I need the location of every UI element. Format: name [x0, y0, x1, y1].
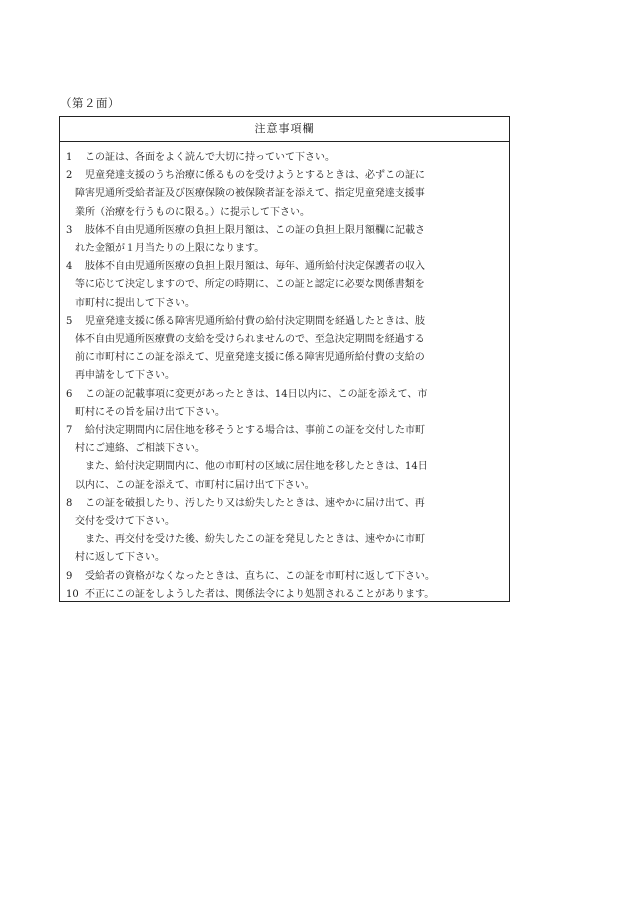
notice-item-text: 前に市町村にこの証を添えて、児童発達支援に係る障害児通所給付費の支給の — [75, 352, 425, 364]
notice-item-line — [66, 495, 506, 513]
notice-item-text: また、再交付を受けた後、紛失したこの証を発見したときは、速やかに市町 — [75, 534, 425, 546]
notice-item — [66, 586, 506, 604]
notice-item-text: 以内に、この証を添えて、市町村に届け出て下さい。 — [75, 479, 315, 491]
notice-item-line — [66, 276, 506, 294]
notice-item-line — [66, 258, 506, 276]
notice-item — [66, 167, 506, 222]
notice-item — [66, 495, 506, 568]
notice-box — [59, 116, 510, 602]
notice-item-text: 給付決定期間内に居住地を移そうとする場合は、事前この証を交付した市町 — [85, 425, 425, 437]
page-label: （第２面） — [60, 96, 120, 110]
notice-item-text: 肢体不自由児通所医療の負担上限月額は、この証の負担上限月額欄に記載さ — [85, 224, 425, 236]
notice-item-text: 等に応じて決定しますので、所定の時期に、この証と認定に必要な関係書類を — [75, 279, 425, 291]
notice-item-number: 1 — [66, 152, 73, 163]
notice-item-text: 村にご連絡、ご相談下さい。 — [75, 443, 205, 455]
notice-item-line — [66, 586, 506, 604]
notice-item-text: 市町村に提出して下さい。 — [75, 297, 195, 309]
notice-item-line — [66, 185, 506, 203]
notice-item-line — [66, 549, 506, 567]
notice-item-line — [66, 422, 506, 440]
notice-item-text: 再申請をして下さい。 — [75, 370, 175, 382]
notice-item-text: 受給者の資格がなくなったときは、直ちに、この証を市町村に返して下さい。 — [85, 570, 435, 582]
notice-item-text: 障害児通所受給者証及び医療保険の被保険者証を添えて、指定児童発達支援事 — [75, 188, 425, 200]
notice-item-line — [66, 295, 506, 313]
notice-item-text: また、給付決定期間内に、他の市町村の区域に居住地を移したときは、14日 — [75, 461, 428, 473]
notice-item — [66, 386, 506, 422]
notice-item-line — [66, 204, 506, 222]
notice-item-line — [66, 477, 506, 495]
notice-item-line — [66, 440, 506, 458]
notice-item-number: 8 — [66, 497, 73, 509]
notice-item-text: 村に返して下さい。 — [75, 552, 165, 564]
notice-item — [66, 313, 506, 386]
notice-item-number: 9 — [66, 570, 73, 582]
notice-item-number: 3 — [66, 224, 73, 236]
notice-item-line — [66, 240, 506, 258]
notice-item-text: 児童発達支援に係る障害児通所給付費の給付決定期間を経過したときは、肢 — [85, 315, 425, 327]
notice-item-number: 2 — [66, 170, 73, 182]
notice-item-text: 肢体不自由児通所医療の負担上限月額は、毎年、通所給付決定保護者の収入 — [85, 261, 425, 273]
notice-item-line — [66, 349, 506, 367]
notice-item-line — [66, 513, 506, 531]
notice-list — [60, 142, 509, 604]
notice-item-line — [66, 331, 506, 349]
notice-item-text: この証は、各面をよく読んで大切に持っていて下さい。 — [85, 152, 335, 163]
notice-item — [66, 149, 506, 167]
notice-item-number: 7 — [66, 425, 73, 437]
notice-item — [66, 568, 506, 586]
notice-item-text: 町村にその旨を届け出て下さい。 — [75, 406, 225, 418]
notice-item-text: 不正にこの証をしようした者は、関係法令により処罰されることがあります。 — [85, 588, 435, 600]
notice-item — [66, 258, 506, 313]
notice-item-line — [66, 149, 506, 167]
notice-item-number: 6 — [66, 388, 73, 400]
notice-item-line — [66, 367, 506, 385]
notice-item-line — [66, 167, 506, 185]
notice-item — [66, 222, 506, 258]
notice-item-line — [66, 568, 506, 586]
notice-title: 注意事項欄 — [60, 117, 509, 142]
notice-item-line — [66, 458, 506, 476]
notice-item-text: 体不自由児通所医療費の支給を受けられませんので、至急決定期間を経過する — [75, 334, 425, 346]
notice-item-number: 10 — [66, 588, 79, 600]
notice-item-text: 児童発達支援のうち治療に係るものを受けようとするときは、必ずこの証に — [85, 170, 425, 182]
notice-item-line — [66, 313, 506, 331]
notice-item-text: この証の記載事項に変更があったときは、14日以内に、この証を添えて、市 — [85, 388, 428, 400]
notice-item-line — [66, 531, 506, 549]
notice-item — [66, 422, 506, 495]
notice-item-line — [66, 386, 506, 404]
notice-item-number: 4 — [66, 261, 73, 273]
notice-item-line — [66, 222, 506, 240]
notice-item-number: 5 — [66, 315, 73, 327]
notice-item-text: 交付を受けて下さい。 — [75, 516, 175, 528]
notice-item-text: この証を破損したり、汚したり又は紛失したときは、速やかに届け出て、再 — [85, 497, 425, 509]
notice-item-text: 業所（治療を行うものに限る。）に提示して下さい。 — [75, 206, 310, 218]
notice-item-text: れた金額が１月当たりの上限になります。 — [75, 243, 265, 255]
notice-item-line — [66, 404, 506, 422]
